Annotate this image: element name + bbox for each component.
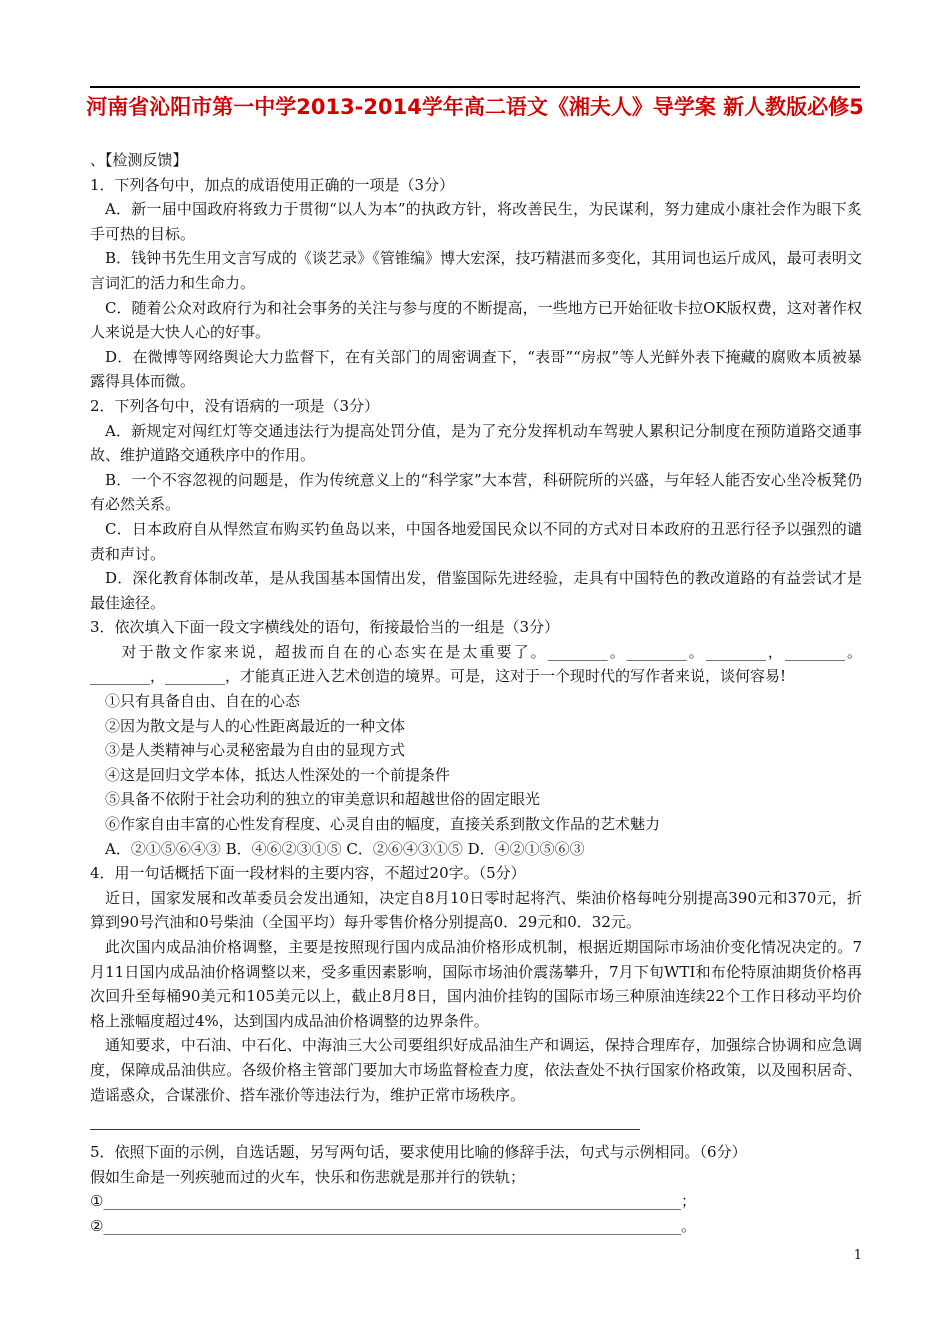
question-5-stem: 5．依照下面的示例，自选话题，另写两句话，要求使用比喻的修辞手法，句式与示例相同。（6分） xyxy=(90,1143,747,1162)
page-title: 河南省沁阳市第一中学2013-2014学年高二语文《湘夫人》导学案 新人教版必修5 xyxy=(86,95,864,119)
question-1-option-c: C．随着公众对政府行为和社会事务的关注与参与度的不断提高，一些地方已开始征收卡拉OK版权费，这对著作权人来说是大快人心的好事。 xyxy=(90,298,862,342)
question-4-paragraph: 通知要求，中石油、中石化、中海油三大公司要组织好成品油生产和调运，保持合理库存，加强综合协调和应急调度，保障成品油供应。各级价格主管部门要加大市场监督检查力度，依法查处不执行国家价格政策，以及囤积居奇、造谣惑众，合谋涨价、搭车涨价等违法行为，维护正常市场秩序。 xyxy=(90,1036,862,1104)
question-3-stem: 3．依次填入下面一段文字横线处的语句，衔接最恰当的一组是（3分） xyxy=(90,618,560,637)
question-4-stem: 4．用一句话概括下面一段材料的主要内容，不超过20字。（5分） xyxy=(90,864,526,883)
answer-line xyxy=(90,1129,640,1130)
question-3-item: ②因为散文是与人的心性距离最近的一种文体 xyxy=(105,716,406,735)
question-2-stem: 2．下列各句中，没有语病的一项是（3分） xyxy=(90,396,380,415)
question-1-option-d: D．在微博等网络舆论大力监督下，在有关部门的周密调查下，“表哥”“房叔”等人光鲜外表下掩藏的腐败本质被暴露得具体而微。 xyxy=(90,347,862,391)
question-5-answer-line-1: ①_____________________________________________________________________________； xyxy=(90,1192,696,1211)
question-2-option-d: D．深化教育体制改革，是从我国基本国情出发，借鉴国际先进经验，走具有中国特色的教改道路的有益尝试才是最佳途径。 xyxy=(90,569,862,612)
question-1-option-a: A．新一届中国政府将致力于贯彻“以人为本”的执政方针，将改善民生，为民谋利，努力建成小康社会作为眼下炙手可热的目标。 xyxy=(90,200,862,243)
question-4-paragraph: 此次国内成品油价格调整，主要是按照现行国内成品油价格形成机制，根据近期国际市场油价变化情况决定的。7月11日国内成品油价格调整以来，受多重因素影响，国际市场油价震荡攀升，7月下旬WTI和布伦特原油期货价格再次回升至每桶90美元和105美元以上，截止8月8日，国内油价挂钩的国际市场三种原油连续22个工作日移动平均价格上涨幅度超过4%，达到国内成品油价格调整的边界条件。 xyxy=(90,938,862,1030)
question-1-option-b: B．钱钟书先生用文言写成的《谈艺录》《管锥编》博大宏深，技巧精湛而多变化，其用词也运斤成风，最可表明文言词汇的活力和生命力。 xyxy=(90,249,862,292)
question-2-option-b: B．一个不容忽视的问题是，作为传统意义上的“科学家”大本营，科研院所的兴盛，与年轻人能否安心坐冷板凳仍有必然关系。 xyxy=(90,470,862,514)
document-body xyxy=(90,148,862,1239)
question-4-paragraph: 近日，国家发展和改革委员会发出通知，决定自8月10日零时起将汽、柴油价格每吨分别提高390元和370元，折算到90号汽油和0号柴油（全国平均）每升零售价格分别提高0．29元和0．32元。 xyxy=(90,888,862,932)
header-rule xyxy=(90,86,860,88)
question-2-option-a: A．新规定对闯红灯等交通违法行为提高处罚分值，是为了充分发挥机动车驾驶人累积记分制度在预防道路交通事故、维护道路交通秩序中的作用。 xyxy=(90,421,862,465)
question-3-options: A．②①⑤⑥④③ B．④⑥②③①⑤ C．②⑥④③①⑤ D．④②①⑤⑥③ xyxy=(105,839,585,858)
question-3-item: ④这是回归文学本体，抵达人性深处的一个前提条件 xyxy=(105,765,451,784)
question-1-stem: 1．下列各句中，加点的成语使用正确的一项是（3分） xyxy=(90,175,455,194)
question-3-item: ⑥作家自由丰富的心性发育程度、心灵自由的幅度，直接关系到散文作品的艺术魅力 xyxy=(105,815,661,834)
section-heading: 、【检测反馈】 xyxy=(90,151,188,169)
question-5-example: 假如生命是一列疾驰而过的火车，快乐和伤悲就是那并行的铁轨； xyxy=(90,1167,526,1186)
question-3-item: ③是人类精神与心灵秘密最为自由的显现方式 xyxy=(105,741,406,760)
question-2-option-c: C．日本政府自从悍然宣布购买钓鱼岛以来，中国各地爱国民众以不同的方式对日本政府的丑恶行径予以强烈的谴责和声讨。 xyxy=(90,519,862,563)
page-number: 1 xyxy=(853,1248,862,1263)
question-3-passage: 对于散文作家来说，超拔而自在的心态实在是太重要了。________。________。________，________。________，________，才能真正进入艺术创造的境界。可是，这对于一个现时代的写作者来说，谈何容易! xyxy=(90,642,862,686)
question-5-answer-line-2: ②_____________________________________________________________________________。 xyxy=(90,1216,696,1235)
question-3-item: ⑤具备不依附于社会功利的独立的审美意识和超越世俗的固定眼光 xyxy=(105,790,541,809)
question-3-item: ①只有具备自由、自在的心态 xyxy=(105,692,301,711)
